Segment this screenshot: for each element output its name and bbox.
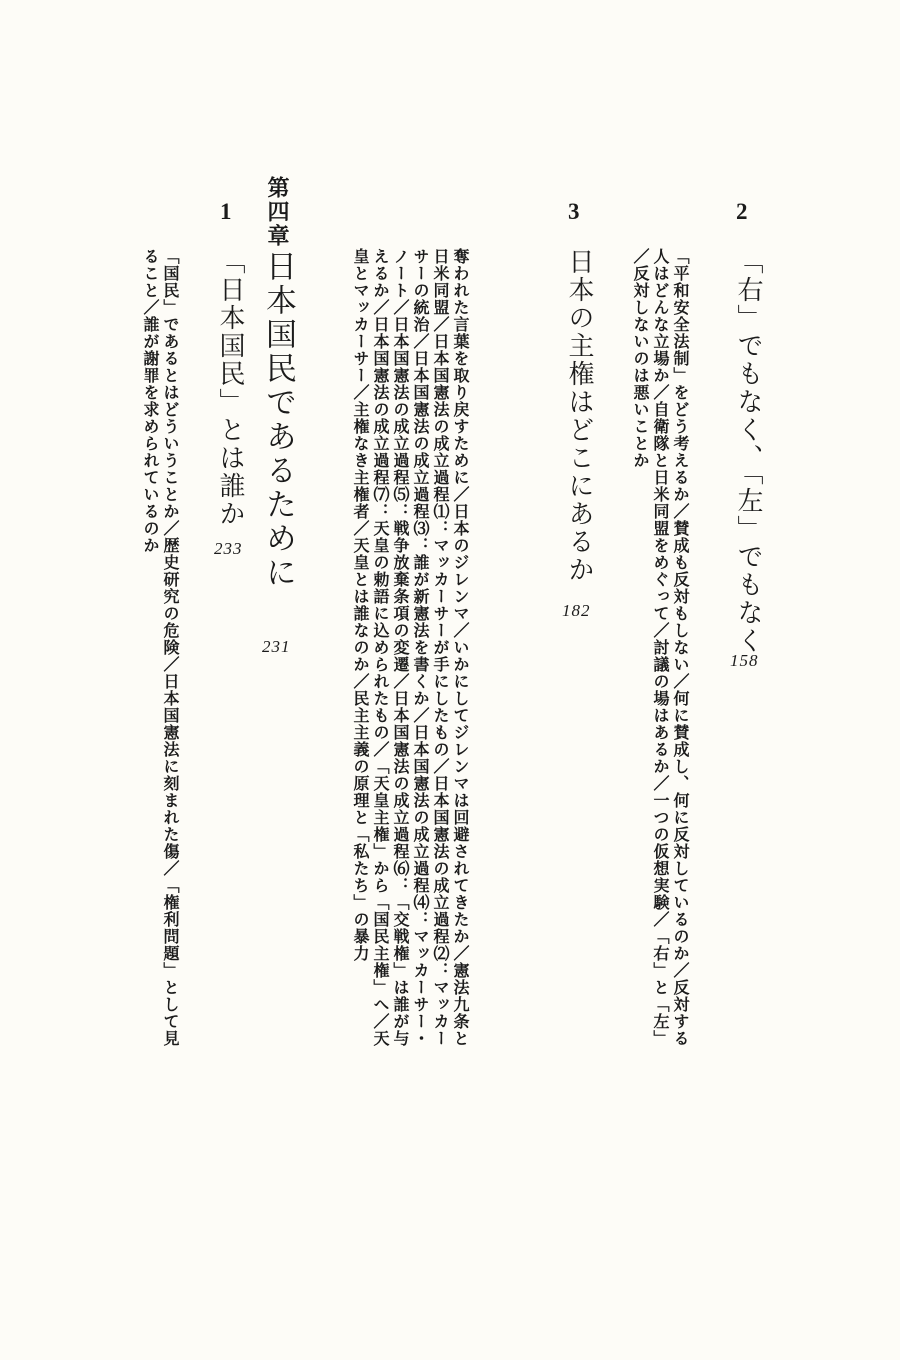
- section-title-1: 「日本国民」とは誰か: [215, 248, 245, 528]
- toc-line: ／反対しないのは悪いことか: [631, 248, 650, 469]
- chapter-label: 第四章: [264, 176, 290, 248]
- toc-line: 「国民」であるとはどういうことか／歴史研究の危険／日本国憲法に刻まれた傷／「権利問題」として見: [161, 248, 180, 1047]
- chapter-title: 日本国民であるために: [260, 250, 296, 590]
- section-title-3: 日本の主権はどこにあるか: [564, 248, 594, 584]
- section-body-1: [140, 248, 180, 1208]
- toc-line: 「平和安全法制」をどう考えるか／賛成も反対もしない／何に賛成し、何に反対しているのか／反対する: [671, 248, 690, 1047]
- toc-line: サーの統治／日本国憲法の成立過程⑶：誰が新憲法を書くか／日本国憲法の成立過程⑷：マッカーサー・: [411, 248, 430, 1047]
- toc-line: えるか／日本国憲法の成立過程⑺：天皇の勅語に込められたもの／「天皇主権」から「国民主権」へ／天: [371, 248, 390, 1047]
- section-number-1: 1: [220, 199, 232, 224]
- chapter-page: 231: [262, 637, 291, 656]
- section-page-2: 158: [730, 651, 759, 670]
- section-page-1: 233: [214, 539, 243, 558]
- toc-line: ノート／日本国憲法の成立過程⑸：戦争放棄条項の変遷／日本国憲法の成立過程⑹：「交戦権」は誰が与: [391, 248, 410, 1047]
- toc-line: 日米同盟／日本国憲法の成立過程⑴：マッカーサーが手にしたもの／日本国憲法の成立過程⑵：マッカー: [431, 248, 450, 1047]
- toc-line: 皇とマッカーサー／主権なき主権者／天皇とは誰なのか／民主主義の原理と「私たち」の暴力: [351, 248, 370, 962]
- toc-line: 奪われた言葉を取り戻すために／日本のジレンマ／いかにしてジレンマは回避されてきたか／憲法九条と: [451, 248, 470, 1047]
- toc-line: ること／誰が謝罪を求められているのか: [141, 248, 160, 554]
- section-body-3: [350, 248, 470, 1208]
- section-number-2: 2: [736, 199, 748, 224]
- section-page-3: 182: [562, 601, 591, 620]
- section-title-2: 「右」でもなく、「左」でもなく: [733, 248, 763, 655]
- section-body-2: [630, 248, 690, 1208]
- section-number-3: 3: [568, 199, 580, 224]
- toc-line: 人はどんな立場か／自衛隊と日米同盟をめぐって／討議の場はあるか／一つの仮想実験／「右」と「左」: [651, 248, 670, 1047]
